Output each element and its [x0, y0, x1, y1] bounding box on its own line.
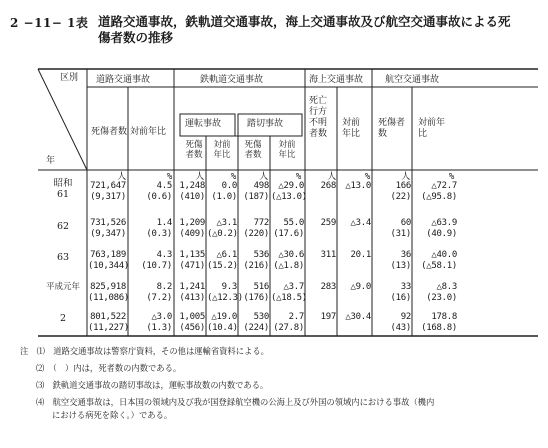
cell-air-casualties: 33 (16) — [390, 282, 411, 303]
cell-sea-yoy: △9.0 — [350, 282, 371, 292]
cell-sea-yoy: △3.4 — [350, 218, 371, 228]
cell-op-yoy: △19.0 (10.4) — [207, 312, 238, 333]
note-1: 注 ⑴ 道路交通事故は警察庁資料，その他は運輸省資料による。 — [20, 346, 269, 356]
cell-road-yoy: △3.0 (1.3) — [146, 312, 172, 333]
cell-air-yoy: △63.9 (40.9) — [426, 218, 457, 239]
cell-road-casualties: 721,647 (9,317) — [90, 181, 126, 202]
header-road: 道路交通事故 — [96, 75, 151, 85]
cell-op-casualties: 1,005 (456) — [179, 312, 205, 333]
cell-op-casualties: 1,135 (471) — [179, 250, 205, 271]
note-4-cont: における病死を除く。）である。 — [52, 410, 173, 420]
header-cr-yoy: 対前年比 — [278, 140, 296, 160]
cell-cr-casualties: 536 (216) — [243, 250, 269, 271]
cell-cr-yoy: △3.7 (△18.5) — [271, 282, 307, 303]
cell-op-casualties: 1,248 (410) — [179, 181, 205, 202]
header-road-yoy: 対前年比 — [130, 127, 167, 137]
header-sea: 海上交通事故 — [309, 75, 364, 85]
unit-cr-persons: 人 — [259, 172, 268, 182]
unit-road-persons: 人 — [117, 172, 126, 182]
row-year: 2 — [59, 313, 67, 324]
unit-op-persons: 人 — [195, 172, 204, 182]
cell-road-yoy: 4.3 (10.7) — [141, 250, 172, 271]
note-4: ⑷ 航空交通事故は，日本国の領域内及び我が国登録航空機の公海上及び外国の領域内における事故（機内 — [36, 397, 435, 407]
cell-road-casualties: 801,522 (11,227) — [88, 312, 129, 333]
cell-air-yoy: △8.3 (23.0) — [426, 282, 457, 303]
cell-air-casualties: 36 (13) — [390, 250, 411, 271]
cell-air-yoy: △40.0 (△58.1) — [421, 250, 457, 271]
unit-op-percent: % — [230, 172, 236, 182]
header-op-casualties: 死傷者数 — [185, 140, 203, 160]
header-air-yoy: 対前年比 — [418, 118, 446, 139]
unit-road-percent: % — [166, 172, 172, 182]
cell-air-casualties: 60 (31) — [390, 218, 411, 239]
note-2: ⑵ （ ）内は，死者数の内数である。 — [36, 363, 182, 373]
header-road-casualties: 死傷者数 — [91, 127, 128, 137]
cell-cr-yoy: △30.6 (△1.8) — [273, 250, 304, 271]
header-operation: 運転事故 — [185, 119, 222, 129]
cell-sea-yoy: 20.1 — [350, 250, 371, 260]
cell-air-casualties: 166 (22) — [390, 181, 411, 202]
cell-sea-yoy: △13.0 — [345, 181, 371, 191]
header-dead-missing: 死亡行方不明者数 — [309, 96, 328, 139]
cell-op-casualties: 1,209 (409) — [179, 218, 205, 239]
cell-op-yoy: 0.0 (1.0) — [211, 181, 237, 202]
row-year: 平成元年 — [45, 282, 80, 292]
cell-cr-yoy: △29.0 (△13.0) — [271, 181, 307, 202]
cell-sea-dead: 259 — [320, 218, 336, 228]
cell-air-yoy: △72.7 (△95.8) — [421, 181, 457, 202]
cell-air-yoy: 178.8 (168.8) — [421, 312, 457, 333]
row-year: 63 — [56, 252, 70, 263]
row-year: 62 — [56, 221, 70, 232]
unit-cr-percent: % — [295, 172, 301, 182]
cell-op-yoy: △6.1 (15.2) — [207, 250, 238, 271]
unit-sea-persons: 人 — [327, 172, 336, 182]
header-op-yoy: 対前年比 — [213, 140, 231, 160]
cell-cr-casualties: 772 (220) — [243, 218, 269, 239]
cell-op-casualties: 1,241 (413) — [179, 282, 205, 303]
cell-road-yoy: 1.4 (0.3) — [146, 218, 172, 239]
cell-road-yoy: 8.2 (7.2) — [146, 282, 172, 303]
cell-sea-dead: 268 — [320, 181, 336, 191]
cell-sea-dead: 283 — [320, 282, 336, 292]
header-cr-casualties: 死傷者数 — [244, 140, 262, 160]
header-category: 区別 — [60, 73, 79, 83]
cell-air-casualties: 92 (43) — [390, 312, 411, 333]
cell-road-casualties: 763,189 (10,344) — [88, 250, 129, 271]
row-year: 昭和 61 — [53, 178, 73, 200]
cell-cr-yoy: 55.0 (17.6) — [273, 218, 304, 239]
unit-sea-percent: % — [364, 172, 370, 182]
header-rail: 鉄軌道交通事故 — [200, 75, 264, 85]
cell-sea-dead: 197 — [320, 312, 336, 322]
cell-cr-yoy: 2.7 (27.8) — [273, 312, 304, 333]
table-number: 2 −11− 1表 — [10, 16, 89, 30]
table-title: 道路交通事故，鉄軌道交通事故，海上交通事故及び航空交通事故による死傷者数の推移 — [98, 14, 511, 45]
cell-op-yoy: 9.3 (△12.3) — [207, 282, 243, 303]
cell-cr-casualties: 498 (187) — [243, 181, 269, 202]
unit-air-persons: 人 — [401, 172, 410, 182]
cell-cr-casualties: 530 (224) — [243, 312, 269, 333]
header-year: 年 — [46, 156, 56, 166]
unit-air-percent: % — [448, 172, 454, 182]
header-air-casualties: 死傷者数 — [378, 118, 406, 139]
header-crossing: 踏切事故 — [247, 119, 284, 129]
note-3: ⑶ 鉄軌道交通事故の踏切事故は，運転事故数の内数である。 — [36, 380, 269, 390]
cell-road-casualties: 731,526 (9,347) — [90, 218, 126, 239]
cell-sea-yoy: △30.4 — [345, 312, 371, 322]
cell-road-casualties: 825,918 (11,086) — [88, 282, 129, 303]
header-sea-yoy: 対前年比 — [342, 118, 361, 139]
cell-sea-dead: 311 — [320, 250, 336, 260]
cell-cr-casualties: 516 (176) — [243, 282, 269, 303]
cell-road-yoy: 4.5 (0.6) — [146, 181, 172, 202]
cell-op-yoy: △3.1 (△0.2) — [207, 218, 238, 239]
header-air: 航空交通事故 — [385, 75, 440, 85]
